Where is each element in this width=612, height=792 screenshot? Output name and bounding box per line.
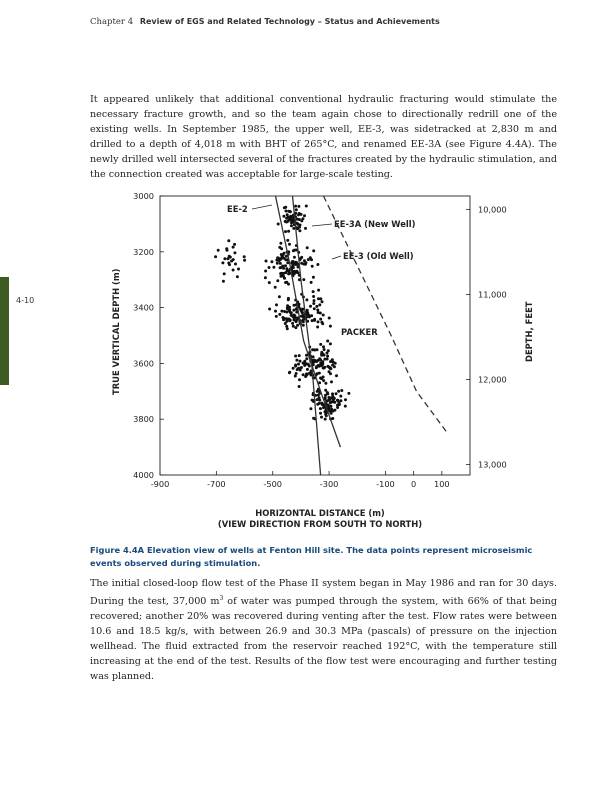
event-point bbox=[323, 358, 326, 361]
event-point bbox=[290, 224, 293, 227]
event-point bbox=[264, 270, 267, 273]
event-point bbox=[320, 351, 323, 354]
y-tick-label: 3200 bbox=[133, 246, 154, 257]
event-point bbox=[310, 281, 313, 284]
y2-tick-label: 11,000 bbox=[478, 289, 507, 300]
event-point bbox=[292, 266, 295, 269]
event-point bbox=[316, 372, 319, 375]
event-point bbox=[217, 249, 220, 252]
event-point bbox=[288, 306, 291, 309]
event-point bbox=[306, 246, 309, 249]
event-point bbox=[270, 260, 273, 263]
event-point bbox=[332, 397, 335, 400]
event-point bbox=[332, 410, 335, 413]
event-point bbox=[297, 205, 300, 208]
event-point bbox=[328, 317, 331, 320]
x-axis-title-line1: HORIZONTAL DISTANCE (m) bbox=[255, 508, 385, 518]
event-point bbox=[297, 363, 300, 366]
page-header bbox=[90, 17, 440, 27]
event-point bbox=[319, 297, 322, 300]
event-point bbox=[279, 272, 282, 275]
leader-ee3 bbox=[332, 256, 341, 259]
x-tick-label: 0 bbox=[411, 479, 417, 489]
event-point bbox=[305, 357, 308, 360]
event-point bbox=[282, 254, 285, 257]
event-point bbox=[320, 416, 323, 419]
event-point bbox=[306, 311, 309, 314]
y-tick-label: 3000 bbox=[133, 191, 154, 201]
event-point bbox=[312, 295, 315, 298]
well-line bbox=[324, 196, 448, 433]
y-tick-label: 3600 bbox=[133, 358, 154, 369]
event-point bbox=[296, 324, 299, 327]
event-point bbox=[284, 264, 287, 267]
event-point bbox=[330, 380, 333, 383]
well-line bbox=[293, 196, 321, 475]
paragraph-1: It appeared unlikely that additional conventional hydraulic fracturing would stimulate the necessary fracture growth, and so the team again chose to directionally redrill one of the existing wells. In September 1985, the upper well, EE-3, was sidetracked at 2,830 m and drilled to a depth of 4,018 m with BHT of 265°C, and renamed EE-3A (see Figure 4.4A). The newly drilled well intersected several of the fractures created by the hydraulic stimulation, and the connection created was acceptable for large-scale testing. bbox=[90, 94, 557, 180]
x-tick-label: -900 bbox=[150, 479, 170, 489]
event-point bbox=[299, 360, 302, 363]
chapter-title: Review of EGS and Related Technology – Status and Achievements bbox=[139, 17, 440, 26]
event-point bbox=[285, 217, 288, 220]
event-point bbox=[278, 259, 281, 262]
event-point bbox=[291, 315, 294, 318]
event-point bbox=[294, 375, 297, 378]
event-point bbox=[318, 402, 321, 405]
event-point bbox=[316, 263, 319, 266]
event-point bbox=[265, 260, 268, 263]
event-point bbox=[280, 310, 283, 313]
event-point bbox=[296, 227, 299, 230]
x-tick-label: 100 bbox=[433, 479, 450, 489]
event-point bbox=[339, 395, 342, 398]
event-point bbox=[292, 227, 295, 230]
event-point bbox=[279, 262, 282, 265]
event-point bbox=[319, 412, 322, 415]
event-point bbox=[278, 313, 281, 316]
event-point bbox=[329, 342, 332, 345]
event-point bbox=[322, 376, 325, 379]
event-point bbox=[276, 279, 279, 282]
event-point bbox=[318, 303, 321, 306]
event-point bbox=[283, 317, 286, 320]
event-point bbox=[227, 239, 230, 242]
event-point bbox=[322, 367, 325, 370]
event-point bbox=[293, 318, 296, 321]
event-point bbox=[299, 307, 302, 310]
event-point bbox=[237, 268, 240, 271]
event-point bbox=[311, 265, 314, 268]
event-point bbox=[229, 256, 232, 259]
y-tick-label: 4000 bbox=[133, 470, 154, 480]
paragraph-2 bbox=[90, 576, 557, 684]
event-point bbox=[315, 365, 318, 368]
y2-tick-label: 12,000 bbox=[478, 374, 507, 385]
y2-tick-label: 13,000 bbox=[478, 459, 507, 470]
event-point bbox=[283, 206, 286, 209]
event-point bbox=[285, 210, 288, 213]
event-point bbox=[323, 354, 326, 357]
event-point bbox=[298, 354, 301, 357]
event-point bbox=[284, 230, 287, 233]
event-point bbox=[300, 213, 303, 216]
event-point bbox=[294, 205, 297, 208]
event-point bbox=[317, 394, 320, 397]
event-point bbox=[233, 243, 236, 246]
event-point bbox=[294, 365, 297, 368]
event-point bbox=[293, 256, 296, 259]
event-point bbox=[292, 367, 295, 370]
event-point bbox=[272, 266, 275, 269]
label-ee3: EE-3 (Old Well) bbox=[343, 251, 414, 261]
y2-tick-label: 10,000 bbox=[478, 204, 507, 215]
event-point bbox=[230, 260, 233, 263]
event-point bbox=[274, 286, 277, 289]
page-number: 4-10 bbox=[16, 296, 35, 305]
event-point bbox=[296, 368, 299, 371]
event-point bbox=[303, 361, 306, 364]
event-point bbox=[299, 369, 302, 372]
event-point bbox=[288, 371, 291, 374]
event-point bbox=[313, 348, 316, 351]
event-point bbox=[223, 257, 226, 260]
event-point bbox=[280, 275, 283, 278]
event-point bbox=[284, 258, 287, 261]
event-point bbox=[275, 315, 278, 318]
event-point bbox=[295, 208, 298, 211]
event-point bbox=[287, 272, 290, 275]
event-point bbox=[283, 310, 286, 313]
event-point bbox=[243, 255, 246, 258]
event-point bbox=[344, 398, 347, 401]
event-point bbox=[285, 320, 288, 323]
event-point bbox=[222, 280, 225, 283]
event-point bbox=[322, 314, 325, 317]
event-point bbox=[306, 368, 309, 371]
event-point bbox=[324, 394, 327, 397]
event-point bbox=[321, 300, 324, 303]
event-point bbox=[283, 277, 286, 280]
event-point bbox=[288, 319, 291, 322]
event-point bbox=[287, 283, 290, 286]
event-point bbox=[236, 275, 239, 278]
event-point bbox=[298, 378, 301, 381]
event-point bbox=[337, 390, 340, 393]
event-point bbox=[281, 265, 284, 268]
event-point bbox=[298, 385, 301, 388]
event-point bbox=[319, 407, 322, 410]
event-point bbox=[228, 263, 231, 266]
well-elevation-chart bbox=[100, 185, 534, 535]
event-point bbox=[316, 326, 319, 329]
event-point bbox=[322, 406, 325, 409]
y-axis-title-left: TRUE VERTICAL DEPTH (m) bbox=[111, 268, 121, 395]
event-point bbox=[292, 309, 295, 312]
event-point bbox=[282, 215, 285, 218]
event-point bbox=[316, 309, 319, 312]
event-point bbox=[234, 263, 237, 266]
event-point bbox=[285, 221, 288, 224]
event-point bbox=[268, 308, 271, 311]
event-point bbox=[329, 401, 332, 404]
event-point bbox=[233, 251, 236, 254]
label-ee2: EE-2 bbox=[227, 204, 248, 214]
event-point bbox=[303, 259, 306, 262]
event-point bbox=[287, 230, 290, 233]
event-point bbox=[277, 256, 280, 259]
paragraph-2-part-2: of water was pumped through the system, with 66% of that being recovered; another 20% was recovered during venting after the test. Flow rates were between 10.6 and 18.5 kg/s, with between 26.9 and 30.3 MPa (pascals) of pressure on the injection wellhead. The fluid extracted from the reservoir reached 192°C, with the temperature still increasing at the end of the test. Results of the flow test were encouraging and further testing was planned. bbox=[90, 596, 557, 683]
event-point bbox=[329, 360, 332, 363]
figure-caption: Figure 4.4A Elevation view of wells at Fenton Hill site. The data points represent microseismic events observed during stimulation. bbox=[90, 545, 533, 568]
event-point bbox=[309, 305, 312, 308]
event-point bbox=[335, 374, 338, 377]
event-point bbox=[288, 210, 291, 213]
event-point bbox=[328, 370, 331, 373]
event-point bbox=[334, 362, 337, 365]
event-point bbox=[329, 325, 332, 328]
event-point bbox=[336, 404, 339, 407]
event-point bbox=[223, 272, 226, 275]
y-tick-label: 3400 bbox=[133, 302, 154, 313]
event-point bbox=[324, 418, 327, 421]
x-axis-title-line2: (VIEW DIRECTION FROM SOUTH TO NORTH) bbox=[217, 519, 423, 529]
event-point bbox=[288, 309, 291, 312]
event-point bbox=[285, 325, 288, 328]
event-point bbox=[312, 276, 315, 279]
event-point bbox=[319, 318, 322, 321]
event-point bbox=[325, 400, 328, 403]
event-point bbox=[336, 399, 339, 402]
event-point bbox=[284, 281, 287, 284]
event-point bbox=[324, 382, 327, 385]
event-point bbox=[243, 259, 246, 262]
event-point bbox=[312, 302, 315, 305]
event-point bbox=[313, 299, 316, 302]
event-point bbox=[319, 343, 322, 346]
event-point bbox=[268, 266, 271, 269]
event-point bbox=[331, 364, 334, 367]
event-point bbox=[303, 364, 306, 367]
event-point bbox=[303, 214, 306, 217]
plot-border bbox=[160, 196, 470, 475]
event-point bbox=[293, 270, 296, 273]
event-point bbox=[308, 372, 311, 375]
event-point bbox=[276, 262, 279, 265]
x-tick-label: -700 bbox=[207, 479, 226, 489]
event-point bbox=[309, 407, 312, 410]
x-tick-label: -100 bbox=[376, 479, 395, 489]
event-point bbox=[323, 348, 326, 351]
event-point bbox=[322, 345, 325, 348]
event-point bbox=[308, 315, 311, 318]
chapter-label: Chapter 4 bbox=[90, 17, 134, 27]
event-point bbox=[326, 355, 329, 358]
event-point bbox=[286, 239, 289, 242]
event-point bbox=[279, 242, 282, 245]
event-point bbox=[297, 213, 300, 216]
event-point bbox=[347, 392, 350, 395]
event-point bbox=[282, 272, 285, 275]
event-point bbox=[327, 349, 330, 352]
label-packer: PACKER bbox=[341, 327, 378, 337]
label-ee3a: EE-3A (New Well) bbox=[334, 219, 416, 229]
x-tick-label: -300 bbox=[319, 479, 339, 489]
event-point bbox=[287, 297, 290, 300]
event-point bbox=[317, 289, 320, 292]
y-tick-label: 3800 bbox=[133, 414, 154, 425]
event-point bbox=[326, 340, 329, 343]
event-point bbox=[295, 359, 298, 362]
event-point bbox=[335, 392, 338, 395]
event-point bbox=[319, 312, 322, 315]
y-axis-title-right: DEPTH, FEET bbox=[524, 301, 534, 362]
event-point bbox=[278, 246, 281, 249]
event-point bbox=[312, 355, 315, 358]
event-point bbox=[302, 320, 305, 323]
event-point bbox=[277, 223, 280, 226]
event-point bbox=[315, 360, 318, 363]
event-point bbox=[286, 269, 289, 272]
event-point bbox=[317, 320, 320, 323]
event-point bbox=[232, 269, 235, 272]
event-point bbox=[305, 374, 308, 377]
event-point bbox=[313, 318, 316, 321]
event-point bbox=[293, 249, 296, 252]
event-point bbox=[316, 398, 319, 401]
leader-ee3a bbox=[312, 224, 332, 226]
event-point bbox=[264, 276, 267, 279]
event-point bbox=[332, 400, 335, 403]
event-point bbox=[288, 243, 291, 246]
event-point bbox=[297, 223, 300, 226]
event-point bbox=[305, 298, 308, 301]
event-point bbox=[305, 205, 308, 208]
event-point bbox=[319, 362, 322, 365]
event-point bbox=[300, 219, 303, 222]
plot-frame bbox=[160, 196, 470, 475]
event-point bbox=[310, 258, 313, 261]
event-point bbox=[295, 261, 298, 264]
event-point bbox=[326, 391, 329, 394]
event-point bbox=[286, 327, 289, 330]
event-point bbox=[344, 405, 347, 408]
event-point bbox=[304, 263, 307, 266]
chapter-tab-marker bbox=[0, 277, 9, 385]
event-point bbox=[321, 322, 324, 325]
paragraph-2-part-1: The initial closed-loop flow test of the Phase II system began in May 1986 and ran for 30 days. During the test, 37,000 m bbox=[90, 578, 557, 608]
event-point bbox=[331, 392, 334, 395]
event-point bbox=[274, 310, 277, 313]
event-point bbox=[225, 247, 228, 250]
event-point bbox=[312, 290, 315, 293]
event-point bbox=[302, 373, 305, 376]
event-point bbox=[312, 249, 315, 252]
microseismic-events bbox=[214, 205, 350, 421]
event-point bbox=[268, 281, 271, 284]
event-point bbox=[232, 246, 235, 249]
leader-ee2 bbox=[252, 205, 272, 209]
event-point bbox=[294, 355, 297, 358]
event-point bbox=[278, 295, 281, 298]
x-tick-label: -500 bbox=[263, 479, 283, 489]
event-point bbox=[279, 266, 282, 269]
event-point bbox=[306, 309, 309, 312]
event-point bbox=[302, 324, 305, 327]
event-point bbox=[298, 229, 301, 232]
event-point bbox=[329, 367, 332, 370]
event-point bbox=[293, 304, 296, 307]
cubic-superscript: 3 bbox=[219, 595, 224, 602]
axis-ticks bbox=[133, 191, 507, 489]
event-point bbox=[313, 307, 316, 310]
event-point bbox=[304, 227, 307, 230]
event-point bbox=[315, 305, 318, 308]
event-point bbox=[221, 261, 224, 264]
event-point bbox=[302, 278, 305, 281]
event-point bbox=[275, 303, 278, 306]
event-point bbox=[291, 322, 294, 325]
event-point bbox=[214, 255, 217, 258]
event-point bbox=[292, 325, 295, 328]
event-point bbox=[340, 389, 343, 392]
